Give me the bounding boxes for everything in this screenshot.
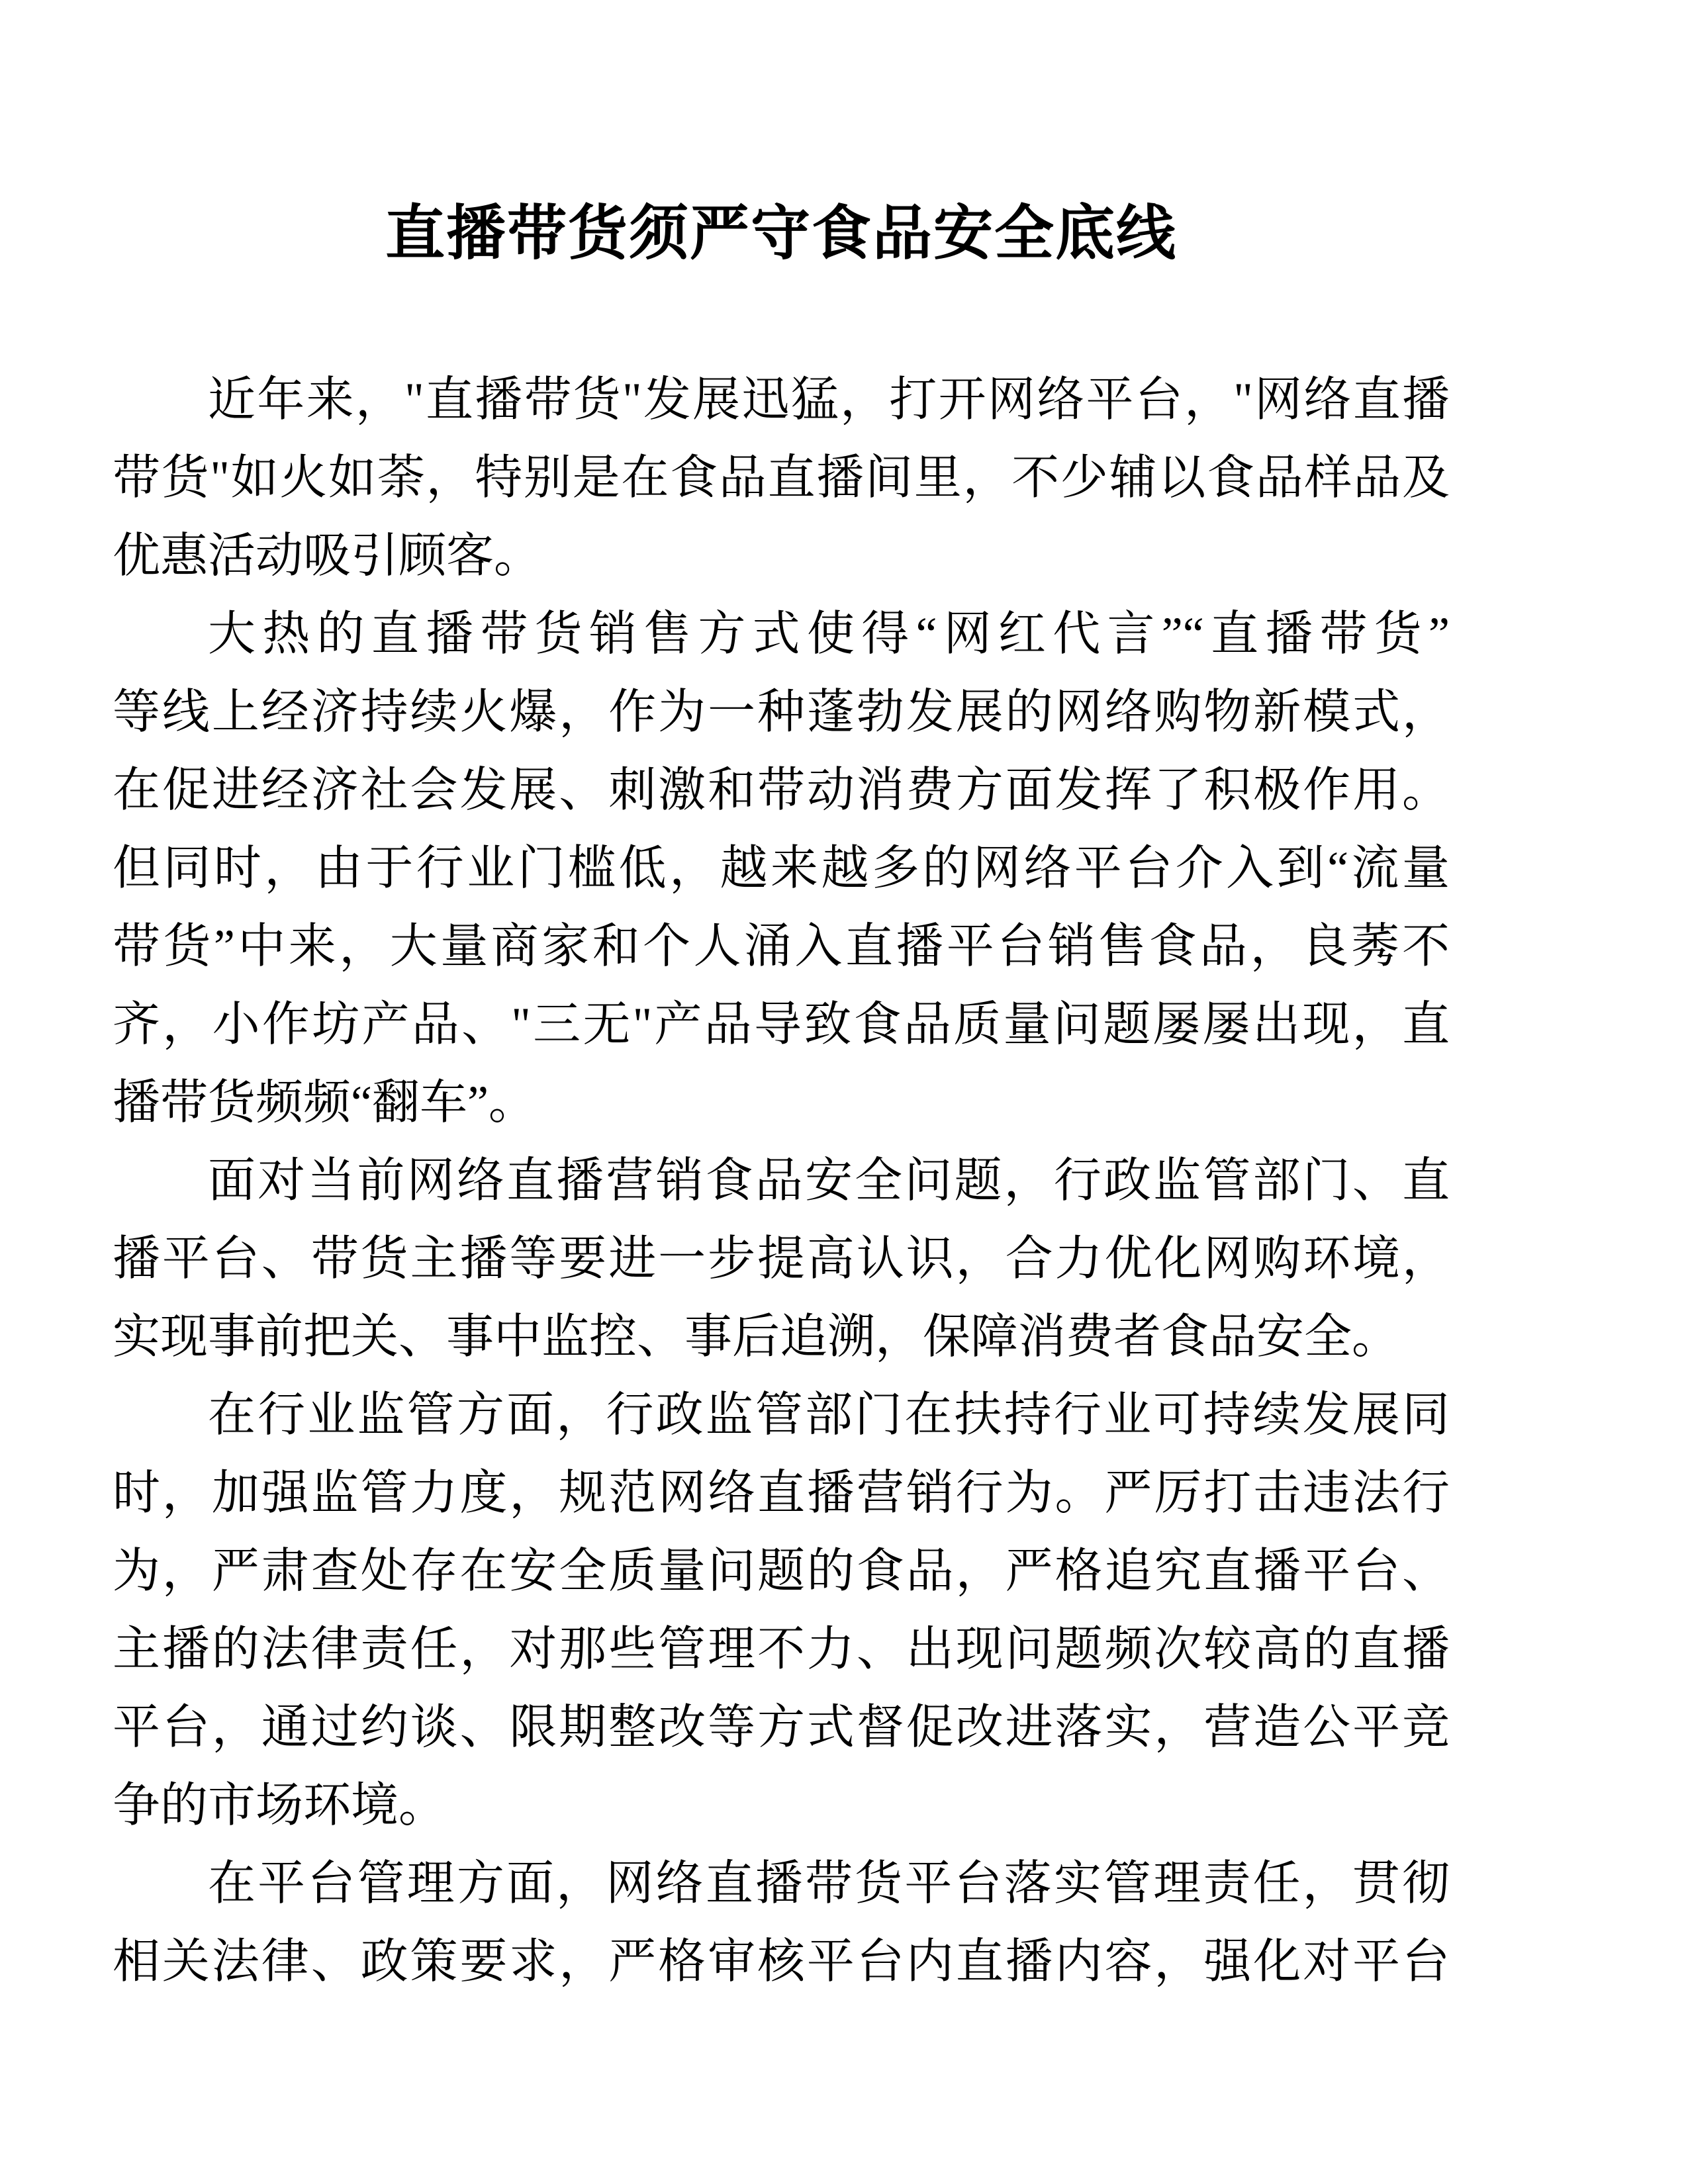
text-line: 平台，通过约谈、限期整改等方式督促改进落实，营造公平竞 xyxy=(113,1701,1450,1754)
text-line: 时，加强监管力度，规范网络直播营销行为。严厉打击违法行 xyxy=(113,1467,1450,1520)
text-line: 带货”中来，大量商家和个人涌入直播平台销售食品，良莠不 xyxy=(113,920,1450,973)
document-body xyxy=(113,361,1450,2001)
text-line: 播平台、带货主播等要进一步提高认识，合力优化网购环境， xyxy=(113,1232,1450,1285)
text-line: 播带货频频“翻车”。 xyxy=(113,1076,536,1129)
text-line: 齐，小作坊产品、"三无"产品导致食品质量问题屡屡出现，直 xyxy=(113,998,1450,1051)
text-line: 在平台管理方面，网络直播带货平台落实管理责任，贯彻 xyxy=(208,1857,1450,1910)
text-line: 面对当前网络直播营销食品安全问题，行政监管部门、直 xyxy=(208,1154,1450,1207)
text-line: 在行业监管方面，行政监管部门在扶持行业可持续发展同 xyxy=(208,1388,1450,1441)
text-line: 大热的直播带货销售方式使得“网红代言”“直播带货” xyxy=(208,608,1450,660)
document-title: 直播带货须严守食品安全底线 xyxy=(385,201,1177,267)
text-line: 实现事前把关、事中监控、事后追溯，保障消费者食品安全。 xyxy=(113,1310,1400,1363)
text-line: 等线上经济持续火爆，作为一种蓬勃发展的网络购物新模式， xyxy=(113,686,1450,739)
text-line: 但同时，由于行业门槛低，越来越多的网络平台介入到“流量 xyxy=(113,842,1450,895)
text-line: 在促进经济社会发展、刺激和带动消费方面发挥了积极作用。 xyxy=(113,764,1450,817)
text-line: 争的市场环境。 xyxy=(113,1779,447,1832)
text-line: 近年来，"直播带货"发展迅猛，打开网络平台，"网络直播 xyxy=(208,373,1450,426)
text-line: 为，严肃查处存在安全质量问题的食品，严格追究直播平台、 xyxy=(113,1545,1450,1598)
text-line: 主播的法律责任，对那些管理不力、出现问题频次较高的直播 xyxy=(113,1623,1450,1676)
text-line: 相关法律、政策要求，严格审核平台内直播内容，强化对平台 xyxy=(113,1935,1450,1988)
text-line: 带货"如火如荼，特别是在食品直播间里，不少辅以食品样品及 xyxy=(113,451,1450,504)
text-line: 优惠活动吸引顾客。 xyxy=(113,529,542,582)
